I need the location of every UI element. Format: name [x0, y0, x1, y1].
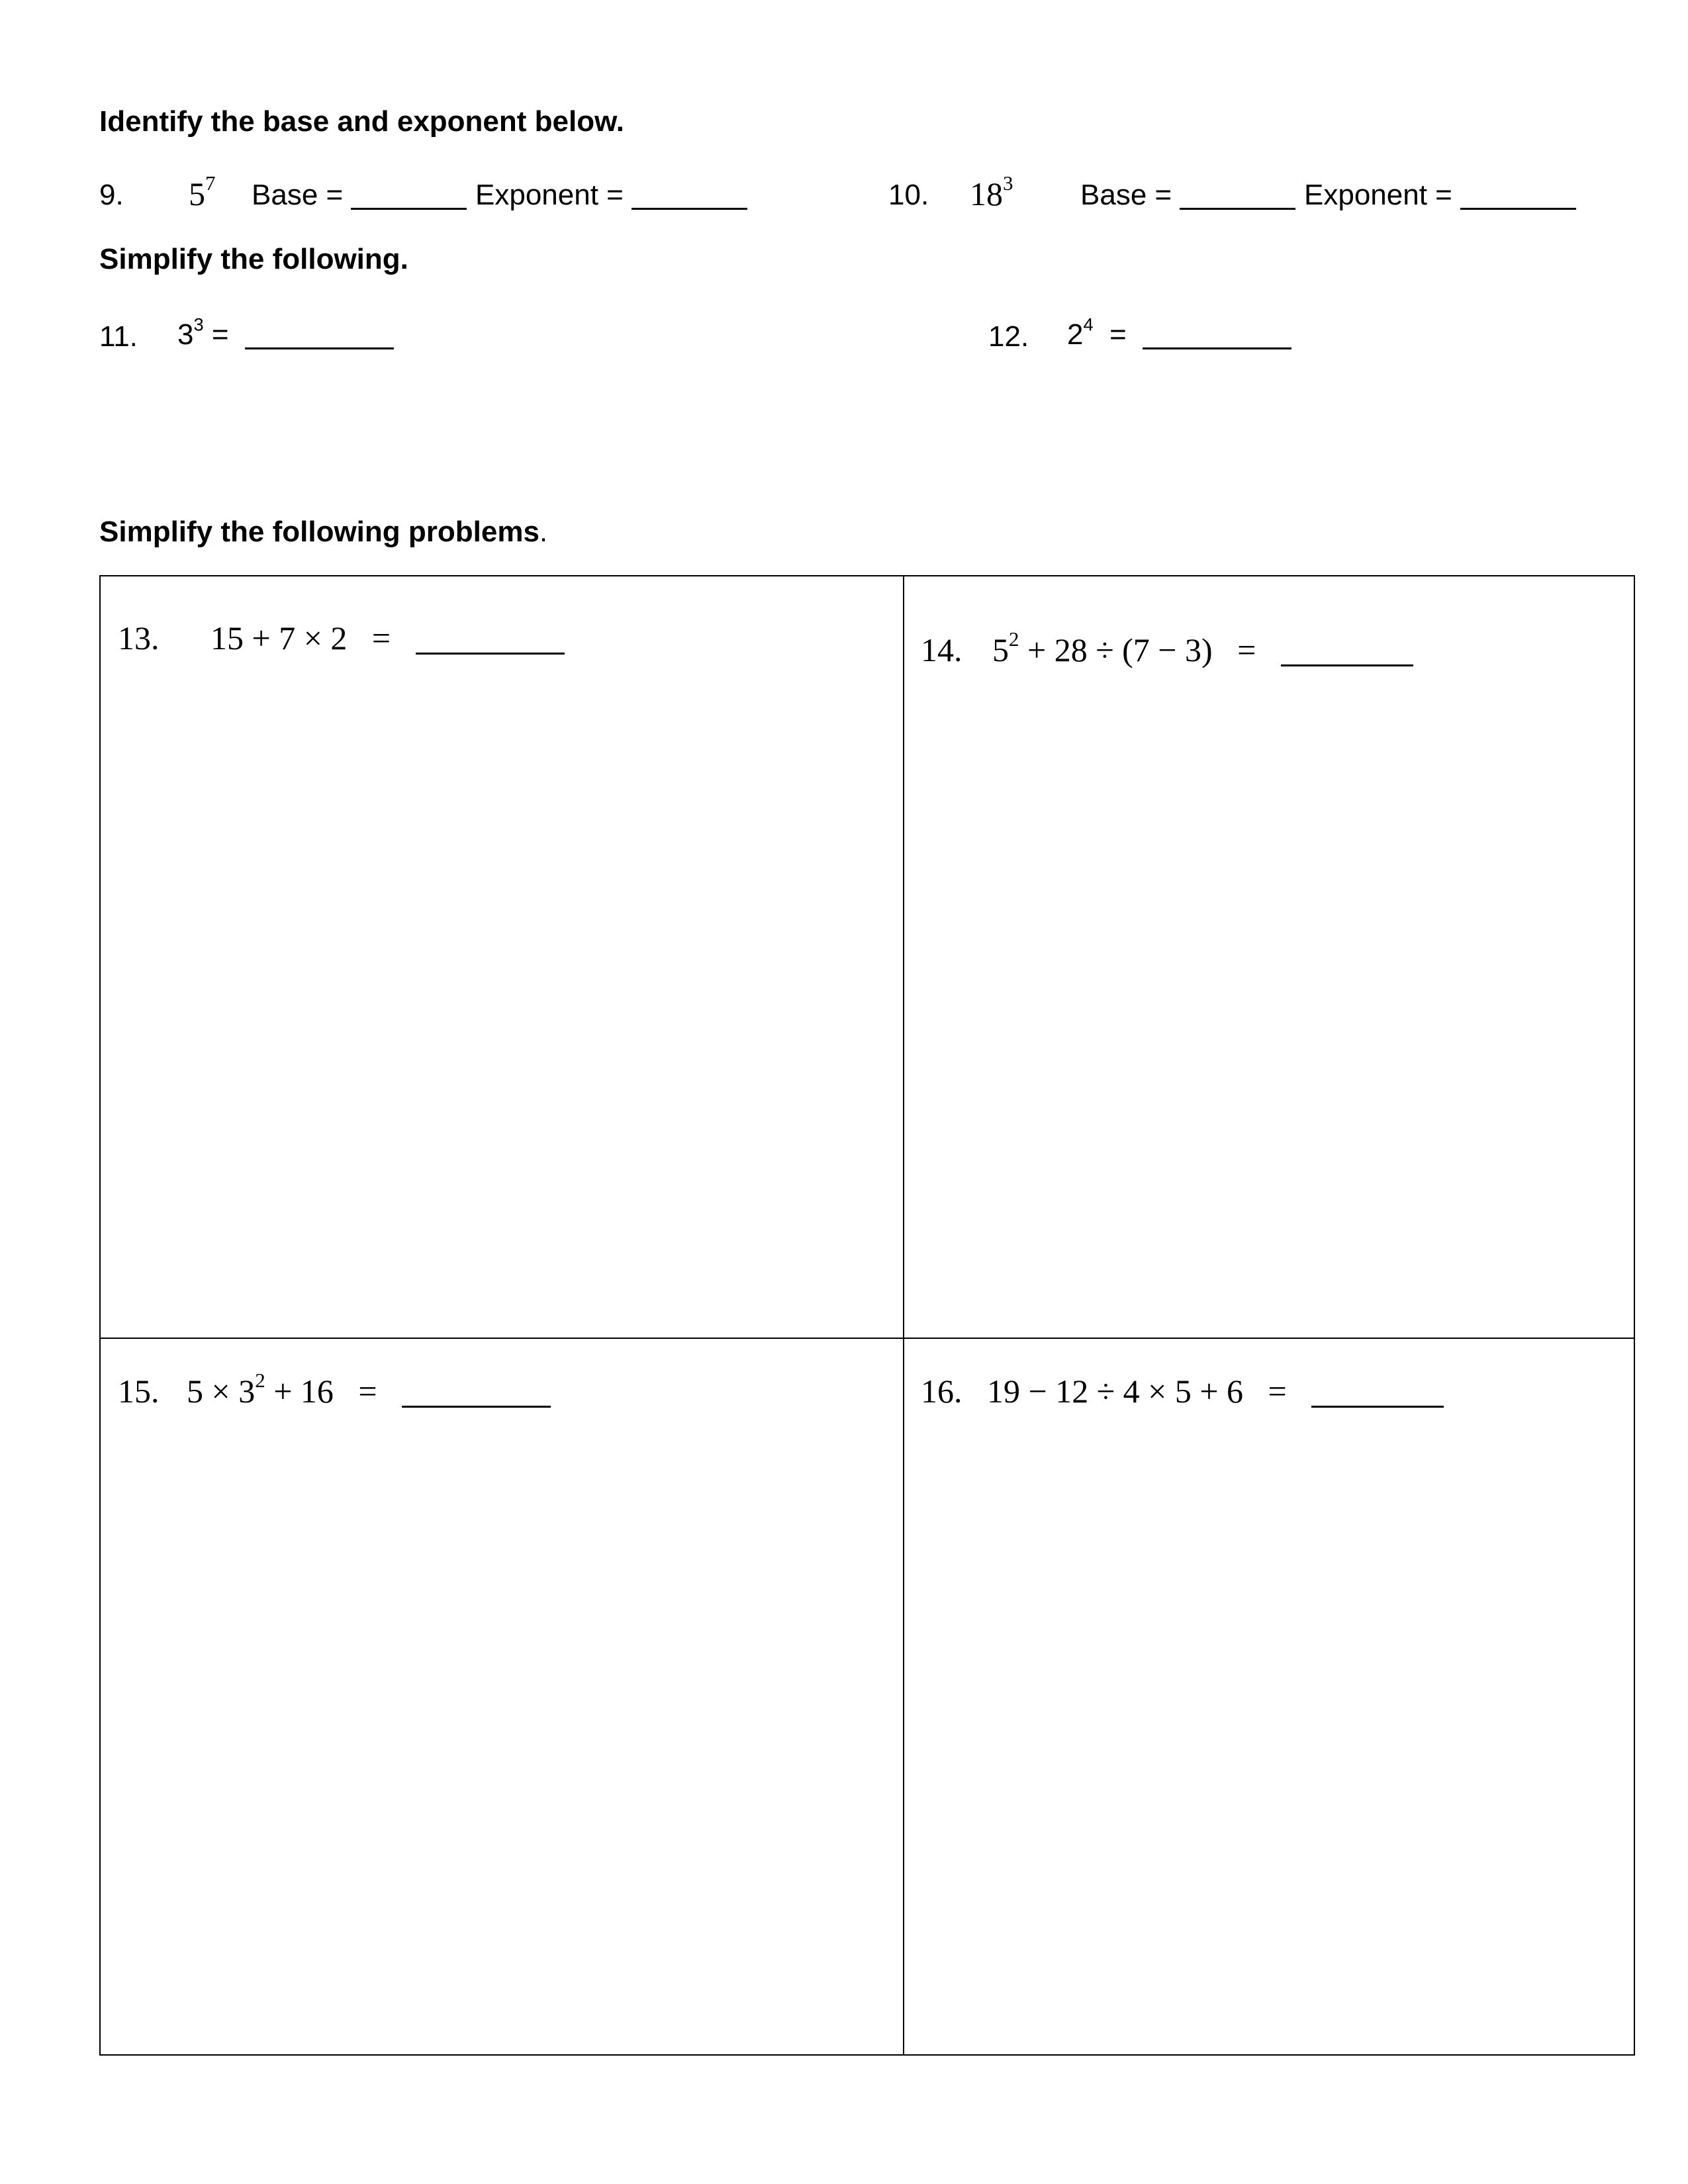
problem-10-number: 10.	[888, 179, 929, 211]
work-area-14[interactable]	[904, 576, 1634, 1338]
equals-sign: =	[358, 1373, 377, 1410]
work-area-13[interactable]	[101, 576, 903, 1338]
problem-9-number: 9.	[99, 179, 124, 211]
problem-13-number: 13.	[118, 619, 160, 657]
problem-9-exponent: 7	[205, 171, 216, 195]
problem-14-expression-base: 5	[992, 631, 1009, 668]
equals-sign: =	[211, 318, 229, 351]
work-area-15[interactable]	[101, 1339, 903, 2054]
problem-10-power	[970, 171, 1013, 212]
problem-16	[921, 1375, 1444, 1408]
section-heading-simplify: Simplify the following.	[99, 243, 408, 275]
problem-14-number: 14.	[921, 631, 962, 668]
problem-12-number: 12.	[988, 320, 1029, 353]
section-heading-period: .	[539, 516, 548, 548]
problem-15-exponent: 2	[255, 1368, 265, 1392]
problem-14-expression-rest: + 28 ÷ (7 − 3)	[1019, 631, 1213, 668]
work-area-16[interactable]	[904, 1339, 1634, 2054]
problem-11-expression	[177, 314, 394, 351]
problem-11-answer-blank[interactable]	[245, 322, 394, 349]
problem-9-exponent-blank[interactable]	[632, 183, 747, 210]
problem-10-base-field	[1080, 181, 1295, 210]
section-heading-problems-text: Simplify the following problems	[99, 516, 539, 548]
problem-14-exponent: 2	[1009, 627, 1019, 651]
equals-sign: =	[1268, 1373, 1287, 1410]
problem-11-base: 3	[177, 318, 194, 351]
problem-9-power	[189, 171, 216, 212]
problem-15	[118, 1368, 551, 1410]
problem-15-expression-base: 5 × 3	[187, 1373, 256, 1410]
problem-16-answer-blank[interactable]	[1311, 1379, 1444, 1408]
problem-12-expression	[1067, 314, 1291, 351]
problem-16-number: 16.	[921, 1373, 962, 1410]
problem-9-base-field	[252, 181, 467, 210]
problem-11-exponent: 3	[193, 314, 204, 335]
problem-15-expression-rest: + 16	[265, 1373, 334, 1410]
equals-sign: =	[1237, 631, 1256, 668]
problem-13-answer-blank[interactable]	[416, 626, 565, 655]
problem-14-answer-blank[interactable]	[1281, 638, 1413, 666]
section-heading-identify: Identify the base and exponent below.	[99, 105, 624, 138]
problem-9-exponent-field	[475, 181, 747, 210]
base-label: Base =	[1080, 179, 1172, 211]
problem-15-number: 15.	[118, 1373, 160, 1410]
exponent-label: Exponent =	[475, 179, 624, 211]
base-label: Base =	[252, 179, 344, 211]
problem-11-number: 11.	[99, 320, 138, 353]
equals-sign: =	[371, 619, 391, 657]
problem-15-answer-blank[interactable]	[402, 1379, 551, 1408]
equals-sign: =	[1109, 318, 1127, 351]
problem-13-expression: 15 + 7 × 2	[211, 619, 348, 657]
work-grid	[99, 575, 1635, 2056]
section-heading-problems	[99, 518, 547, 547]
problem-10-base-blank[interactable]	[1180, 183, 1295, 210]
problem-10-exponent-blank[interactable]	[1460, 183, 1576, 210]
problem-12-answer-blank[interactable]	[1143, 322, 1291, 349]
problem-9-base-blank[interactable]	[351, 183, 467, 210]
problem-12-exponent: 4	[1083, 314, 1094, 335]
problem-13	[118, 621, 565, 655]
problem-14	[921, 627, 1413, 668]
problem-16-expression: 19 − 12 ÷ 4 × 5 + 6	[987, 1373, 1244, 1410]
problem-9-base: 5	[189, 175, 205, 212]
problem-12-base: 2	[1067, 318, 1084, 351]
problem-10-exponent: 3	[1003, 171, 1013, 195]
problem-10-exponent-field	[1304, 181, 1576, 210]
problem-10-base: 18	[970, 175, 1003, 212]
exponent-label: Exponent =	[1304, 179, 1452, 211]
